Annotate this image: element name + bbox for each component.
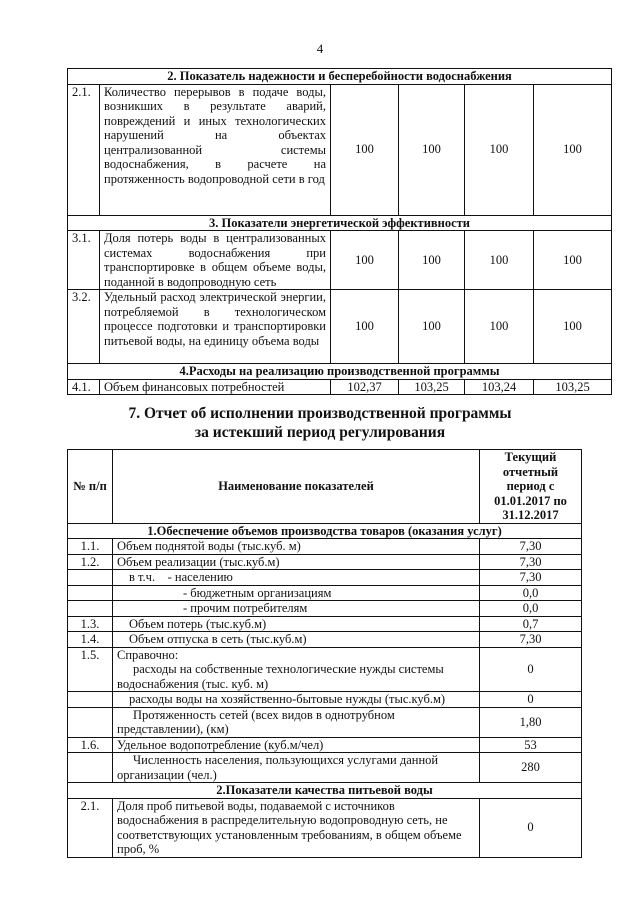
section-row xyxy=(68,783,582,799)
row-label: - бюджетным организациям xyxy=(113,585,480,601)
row-label: Количество перерывов в подаче воды, возникших в результате аварий, повреждений и иных технологических нарушений на объектах централизованной системы водоснабжения, в расчете на протяженность водопроводной сети в год xyxy=(100,84,331,215)
row-number: 3.2. xyxy=(68,290,100,364)
row-number xyxy=(68,601,113,617)
row-number: 3.1. xyxy=(68,231,100,290)
value-cell: 0 xyxy=(480,798,582,857)
value-cell: 1,80 xyxy=(480,707,582,737)
indicators-table xyxy=(67,68,612,395)
row-number: 4.1. xyxy=(68,379,100,395)
table-row xyxy=(68,84,612,215)
row-label: Протяженность сетей (всех видов в однотрубном представлении), (км) xyxy=(113,707,480,737)
reference-text: расходы на собственные технологические нужды системы водоснабжения (тыс. куб. м) xyxy=(117,662,444,691)
value-cell: 103,25 xyxy=(534,379,612,395)
table-row xyxy=(68,539,582,555)
value-cell: 100 xyxy=(331,290,399,364)
section-row xyxy=(68,364,612,380)
row-number xyxy=(68,570,113,586)
value-cell: 53 xyxy=(480,737,582,753)
row-label: - прочим потребителям xyxy=(113,601,480,617)
section-row xyxy=(68,523,582,539)
row-label: Объем отпуска в сеть (тыс.куб.м) xyxy=(113,632,480,648)
table-row xyxy=(68,554,582,570)
table-row xyxy=(68,753,582,783)
section-title: 2. Показатель надежности и бесперебойности водоснабжения xyxy=(68,69,612,85)
section-title: 4.Расходы на реализацию производственной программы xyxy=(68,364,612,380)
table-row xyxy=(68,737,582,753)
row-number xyxy=(68,692,113,708)
row-number: 1.3. xyxy=(68,616,113,632)
section-title: 2.Показатели качества питьевой воды xyxy=(68,783,582,799)
column-header-period: Текущий отчетный период с 01.01.2017 по 31.12.2017 xyxy=(480,450,582,524)
column-header-name: Наименование показателей xyxy=(113,450,480,524)
value-cell: 100 xyxy=(465,231,534,290)
section-row xyxy=(68,215,612,231)
value-cell: 100 xyxy=(465,290,534,364)
row-label: Численность населения, пользующихся услугами данной организации (чел.) xyxy=(113,753,480,783)
section-title: 3. Показатели энергетической эффективности xyxy=(68,215,612,231)
value-cell: 0 xyxy=(480,647,582,692)
section-title: 1.Обеспечение объемов производства товаров (оказания услуг) xyxy=(68,523,582,539)
value-cell: 7,30 xyxy=(480,570,582,586)
table-row xyxy=(68,585,582,601)
value-cell: 100 xyxy=(331,231,399,290)
value-cell: 103,24 xyxy=(465,379,534,395)
row-number: 1.5. xyxy=(68,647,113,692)
value-cell: 7,30 xyxy=(480,632,582,648)
reference-label: Справочно: xyxy=(117,647,179,662)
table-row xyxy=(68,570,582,586)
row-number: 2.1. xyxy=(68,798,113,857)
value-cell: 100 xyxy=(331,84,399,215)
row-label: Доля потерь воды в централизованных системах водоснабжения при транспортировке в общем объеме воды, поданной в водопроводную сеть xyxy=(100,231,331,290)
row-number: 1.6. xyxy=(68,737,113,753)
row-label: в т.ч. - населению xyxy=(113,570,480,586)
value-cell: 280 xyxy=(480,753,582,783)
row-number: 1.4. xyxy=(68,632,113,648)
value-cell: 0 xyxy=(480,692,582,708)
row-number xyxy=(68,753,113,783)
report-table xyxy=(67,449,582,858)
section-row xyxy=(68,69,612,85)
value-cell: 103,25 xyxy=(399,379,465,395)
table-row xyxy=(68,798,582,857)
row-label: Удельное водопотребление (куб.м/чел) xyxy=(113,737,480,753)
row-label: Доля проб питьевой воды, подаваемой с источников водоснабжения в распределительную водопроводную сеть, не соответствующих установленным требованиям, в общем объеме проб, % xyxy=(113,798,480,857)
row-label: Объем финансовых потребностей xyxy=(100,379,331,395)
table-row xyxy=(68,231,612,290)
row-label: расходы воды на хозяйственно-бытовые нужды (тыс.куб.м) xyxy=(113,692,480,708)
header-row xyxy=(68,450,582,524)
table-row xyxy=(68,379,612,395)
value-cell: 100 xyxy=(399,290,465,364)
value-cell: 102,37 xyxy=(331,379,399,395)
page-number: 4 xyxy=(316,41,324,56)
value-cell: 100 xyxy=(534,84,612,215)
value-cell: 7,30 xyxy=(480,539,582,555)
row-number: 2.1. xyxy=(68,84,100,215)
table-row xyxy=(68,601,582,617)
value-cell: 100 xyxy=(399,84,465,215)
table-row xyxy=(68,707,582,737)
table-row xyxy=(68,290,612,364)
row-label: Объем потерь (тыс.куб.м) xyxy=(113,616,480,632)
row-number: 1.1. xyxy=(68,539,113,555)
row-label: Удельный расход электрической энергии, потребляемой в технологическом процессе подготовки и транспортировки питьевой воды, на единицу объема воды xyxy=(100,290,331,364)
row-label xyxy=(113,647,480,692)
table-row xyxy=(68,616,582,632)
row-label: Объем поднятой воды (тыс.куб. м) xyxy=(113,539,480,555)
value-cell: 100 xyxy=(534,231,612,290)
value-cell: 0,0 xyxy=(480,601,582,617)
value-cell: 0,0 xyxy=(480,585,582,601)
row-number xyxy=(68,707,113,737)
column-header-number: № п/п xyxy=(68,450,113,524)
row-number xyxy=(68,585,113,601)
row-number: 1.2. xyxy=(68,554,113,570)
table-row xyxy=(68,692,582,708)
table-row xyxy=(68,632,582,648)
value-cell: 7,30 xyxy=(480,554,582,570)
report-heading-line2: за истекший период регулирования xyxy=(194,424,446,441)
value-cell: 100 xyxy=(465,84,534,215)
value-cell: 0,7 xyxy=(480,616,582,632)
value-cell: 100 xyxy=(399,231,465,290)
row-label: Объем реализации (тыс.куб.м) xyxy=(113,554,480,570)
table-row xyxy=(68,647,582,692)
value-cell: 100 xyxy=(534,290,612,364)
report-heading-line1: 7. Отчет об исполнении производственной программы xyxy=(128,405,512,422)
